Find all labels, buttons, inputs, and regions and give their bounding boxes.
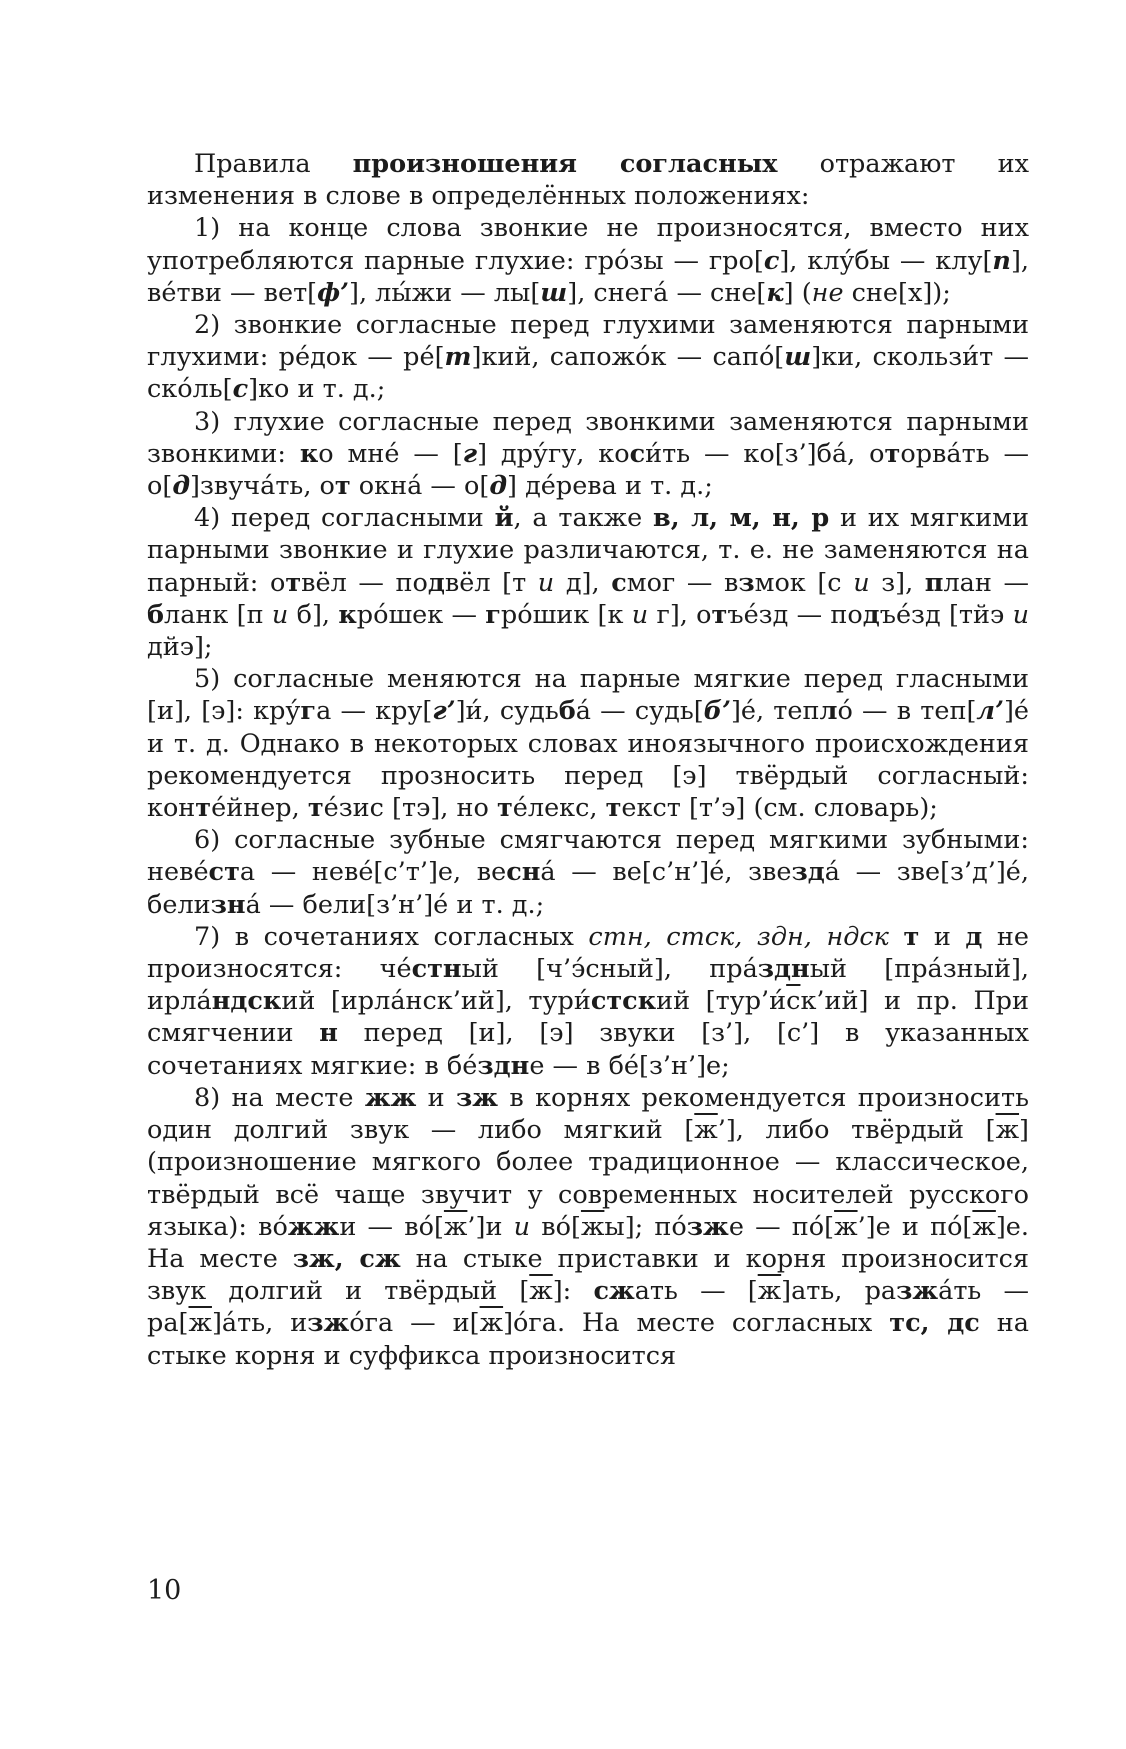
text-segment: ]ки, скользи́т — ско́ль[: [147, 342, 1029, 405]
text-segment: жж: [364, 1082, 417, 1113]
text-segment: с: [786, 986, 801, 1017]
rule-paragraph-1: [147, 212, 1029, 309]
text-segment: ], лы́жи — лы[: [349, 277, 541, 308]
rule-paragraph-4: [147, 502, 1029, 663]
text-segment: ’], либо твёрдый [: [717, 1115, 996, 1146]
text-segment: ро́шик [к: [500, 599, 632, 630]
text-segment: ать — [: [634, 1276, 758, 1307]
text-segment: отражают их изменения в слове в определённых положениях:: [147, 149, 1030, 212]
rule-paragraph-8: [147, 1082, 1029, 1372]
text-segment: ж: [188, 1308, 212, 1339]
text-segment: 5) согласные меняются на парные мягкие перед гласными [и], [э]: кру́: [147, 664, 1029, 727]
text-segment: на стыке корня и суффикса произносится: [147, 1308, 1029, 1371]
text-segment: о мне́ — [: [318, 438, 463, 469]
page-text: [147, 148, 1029, 1372]
text-segment: г], о: [648, 599, 712, 630]
text-segment: и их мягкими парными звонкие и глухие различаются, т. е. не заменяются на парный: о: [147, 503, 1029, 598]
text-segment: б’: [703, 696, 731, 727]
text-segment: и: [853, 567, 870, 598]
text-segment: зж, сж: [292, 1243, 401, 1274]
text-segment: ж: [443, 1211, 468, 1242]
text-segment: ъе́зд [тйэ: [879, 599, 1013, 630]
text-segment: здн: [477, 1050, 530, 1081]
text-segment: жж: [287, 1211, 340, 1242]
text-segment: и: [271, 599, 289, 630]
text-segment: ]и́, судь: [455, 696, 559, 727]
text-segment: ], ве́тви — вет[: [147, 245, 1030, 308]
text-segment: п: [924, 567, 944, 598]
text-segment: и: [537, 567, 555, 598]
text-segment: сж: [593, 1276, 635, 1307]
text-segment: ]ко и т. д.;: [248, 374, 386, 405]
text-segment: перед [и], [э] звуки [з’], [с’] в указанных сочетаниях мягкие: в бе́: [147, 1018, 1029, 1081]
text-segment: ’]и: [467, 1211, 514, 1242]
text-segment: ы]; по́: [604, 1211, 687, 1242]
text-segment: г: [300, 696, 317, 727]
text-segment: ] де́рева и т. д.;: [507, 471, 713, 502]
text-segment: 1) на конце слова звонкие не произносятся, вместо них употребляются парные глухие: гро́зы — гро[: [147, 213, 1029, 276]
text-segment: Правила: [194, 149, 353, 179]
text-segment: е — по́[: [728, 1211, 835, 1242]
text-segment: ый [ч’э́сный], пра́: [461, 954, 758, 985]
text-segment: л: [819, 696, 838, 727]
text-segment: с: [629, 438, 646, 469]
text-segment: к: [766, 277, 784, 308]
text-segment: а́ть — ра[: [147, 1276, 1029, 1339]
intro-paragraph: [147, 148, 1029, 212]
text-segment: лан —: [943, 567, 1029, 598]
text-segment: д: [427, 567, 445, 598]
text-segment: вёл [т: [444, 567, 538, 598]
text-segment: ро́шек —: [356, 599, 486, 630]
text-segment: ф’: [317, 277, 349, 308]
text-segment: ]е́ и т. д. Однако в некоторых словах иноязычного происхождения рекомендуется прозносить перед [э] твёрдый согласный: кон: [147, 696, 1029, 824]
text-segment: и: [631, 599, 649, 630]
text-segment: ий [ирла́нск’ий], тури́: [281, 986, 591, 1017]
text-segment: зж: [307, 1308, 350, 1339]
text-segment: ж: [757, 1276, 782, 1307]
text-segment: сне[х]);: [843, 277, 951, 308]
text-segment: ] дру́гу, ко: [477, 438, 630, 469]
text-segment: и — во́[: [339, 1211, 444, 1242]
text-segment: ]е́, теп: [730, 696, 820, 727]
text-segment: т: [307, 793, 324, 824]
text-segment: ]кий, сапожо́к — сапо́[: [471, 342, 785, 373]
text-segment: б],: [288, 599, 339, 630]
text-segment: 8) на месте: [194, 1082, 365, 1113]
text-segment: ]о́га. На месте согласных: [503, 1308, 890, 1339]
text-segment: зж: [686, 1211, 729, 1242]
text-segment: д: [489, 471, 508, 502]
text-segment: д],: [554, 567, 612, 598]
rule-paragraph-5: [147, 663, 1029, 824]
text-segment: ]звуча́ть, о: [190, 471, 335, 502]
text-segment: и: [513, 1211, 531, 1242]
text-segment: ]е. На месте: [147, 1211, 1030, 1274]
text-segment: и: [919, 921, 966, 952]
text-segment: 7) в сочетаниях согласных: [194, 921, 589, 952]
text-segment: сн: [506, 857, 541, 888]
text-segment: 4) перед согласными: [194, 503, 495, 534]
text-segment: стн: [411, 954, 462, 985]
rule-paragraph-3: [147, 406, 1029, 503]
text-segment: л’: [976, 696, 1004, 727]
text-segment: г: [485, 599, 501, 630]
text-segment: й: [494, 503, 514, 534]
text-segment: зн: [210, 889, 246, 920]
text-segment: ], снега́ — сне[: [567, 277, 767, 308]
text-segment: е́йнер,: [211, 793, 308, 824]
text-segment: не: [811, 277, 844, 308]
text-segment: ланк [п: [164, 599, 272, 630]
text-segment: ж: [479, 1308, 504, 1339]
text-segment: стн, стск, здн, ндск: [588, 921, 889, 952]
text-segment: д: [965, 921, 983, 952]
text-segment: о́га — и[: [349, 1308, 480, 1339]
text-segment: б: [147, 599, 165, 630]
text-segment: а́ — судь[: [575, 696, 704, 727]
text-segment: стск: [590, 986, 657, 1017]
text-segment: а́ — зве[з’д’]е́, бели: [147, 857, 1030, 920]
text-segment: а́ — бели[з’н’]е́ и т. д.;: [245, 889, 545, 920]
rule-paragraph-2: [147, 309, 1029, 406]
text-segment: с: [763, 245, 780, 276]
text-segment: вёл — по: [301, 567, 428, 598]
text-segment: и: [1012, 599, 1030, 630]
text-segment: ]:: [552, 1276, 594, 1307]
text-segment: орва́ть — о[: [147, 438, 1029, 502]
text-segment: о́ — в теп[: [837, 696, 977, 727]
text-segment: к’ий] и пр. При смягчении: [147, 986, 1029, 1049]
text-segment: здн: [757, 954, 810, 985]
text-segment: , а также: [513, 503, 654, 534]
text-segment: не произносятся: че́: [147, 921, 1030, 985]
text-segment: т: [884, 438, 901, 469]
text-segment: мок [с: [754, 567, 854, 598]
text-segment: ] (произношение мягкого более традиционное — классическое, твёрдый всё чаще звучит у современных носителей русского языка): во́: [147, 1115, 1029, 1242]
text-segment: с: [232, 374, 249, 405]
text-segment: з: [738, 567, 755, 598]
text-segment: ст: [208, 857, 240, 888]
text-segment: г’: [432, 696, 456, 727]
text-segment: ] (: [783, 277, 812, 308]
text-segment: т: [605, 793, 622, 824]
text-segment: а — кру[: [316, 696, 433, 727]
text-segment: ий [тур’и́: [656, 986, 787, 1017]
text-segment: ]а́ть, и: [211, 1308, 308, 1339]
text-segment: т: [195, 793, 212, 824]
text-segment: ш: [540, 277, 568, 308]
text-segment: ъе́зд — по: [727, 599, 863, 630]
text-segment: ]ать, ра: [781, 1276, 897, 1307]
text-segment: е́лекс,: [512, 793, 606, 824]
text-segment: д: [862, 599, 880, 630]
text-segment: ж: [580, 1211, 605, 1242]
text-segment: мог — в: [626, 567, 739, 598]
text-segment: ж: [995, 1115, 1020, 1146]
text-segment: в, л, м, н, р: [653, 503, 830, 534]
rule-paragraph-6: [147, 824, 1029, 921]
text-segment: с: [611, 567, 627, 598]
text-segment: ый [пра́зный], ирла́: [147, 954, 1030, 1017]
text-segment: 3) глухие согласные перед звонкими заменяются парными звонкими:: [147, 406, 1029, 469]
text-segment: произношения согласных: [352, 149, 778, 179]
text-segment: б: [558, 696, 576, 727]
text-segment: и́ть — ко[з’]ба́, о: [645, 438, 885, 469]
text-segment: [889, 922, 904, 952]
text-segment: ндск: [211, 986, 282, 1017]
text-segment: зд: [791, 857, 825, 888]
text-segment: т: [444, 342, 472, 373]
text-segment: 2) звонкие согласные перед глухими заменяются парными глухими: ре́док — ре́[: [147, 310, 1029, 373]
text-segment: н: [319, 1018, 338, 1049]
text-segment: в корнях рекомендуется произносить один долгий звук — либо мягкий [: [147, 1082, 1029, 1146]
text-segment: г: [462, 438, 478, 469]
rule-paragraph-7: [147, 921, 1029, 1082]
text-segment: ж: [972, 1211, 996, 1242]
text-segment: ш: [784, 342, 812, 373]
text-segment: ’]е и по́[: [857, 1211, 973, 1242]
text-segment: во́[: [530, 1211, 581, 1242]
text-segment: е — в бе́[з’н’]е;: [529, 1050, 730, 1081]
text-segment: ], клу́бы — клу[: [779, 245, 993, 276]
text-segment: дйэ];: [147, 632, 213, 663]
text-segment: т: [903, 921, 920, 952]
text-segment: ж: [694, 1115, 718, 1146]
text-segment: тс, дс: [889, 1308, 980, 1339]
text-segment: и: [416, 1082, 457, 1113]
text-segment: 6) согласные зубные смягчаются перед мягкими зубными: неве́: [147, 825, 1029, 888]
text-segment: ж: [529, 1276, 553, 1307]
text-segment: т: [285, 567, 302, 598]
text-segment: е́зис [тэ], но: [323, 793, 497, 824]
text-segment: к: [299, 438, 319, 469]
text-segment: т: [711, 599, 728, 630]
text-segment: з],: [869, 567, 925, 598]
page-number: 10: [147, 1575, 182, 1606]
text-segment: п: [992, 245, 1011, 276]
text-segment: екст [т’э] (см. словарь);: [621, 793, 938, 824]
text-segment: т: [334, 471, 351, 502]
text-segment: а́ — ве[с’н’]е́, зве: [540, 857, 792, 888]
text-segment: д: [172, 471, 191, 502]
text-segment: ж: [834, 1211, 858, 1242]
text-segment: окна́ — о[: [350, 471, 490, 502]
text-segment: т: [496, 793, 513, 824]
text-segment: к: [338, 599, 357, 630]
text-segment: а — неве́[с’т’]е, ве: [239, 857, 507, 888]
text-segment: на стыке приставки и корня произносится звук долгий и твёрдый [: [147, 1243, 1029, 1307]
text-segment: зж: [456, 1082, 499, 1113]
text-segment: зж: [896, 1276, 939, 1307]
